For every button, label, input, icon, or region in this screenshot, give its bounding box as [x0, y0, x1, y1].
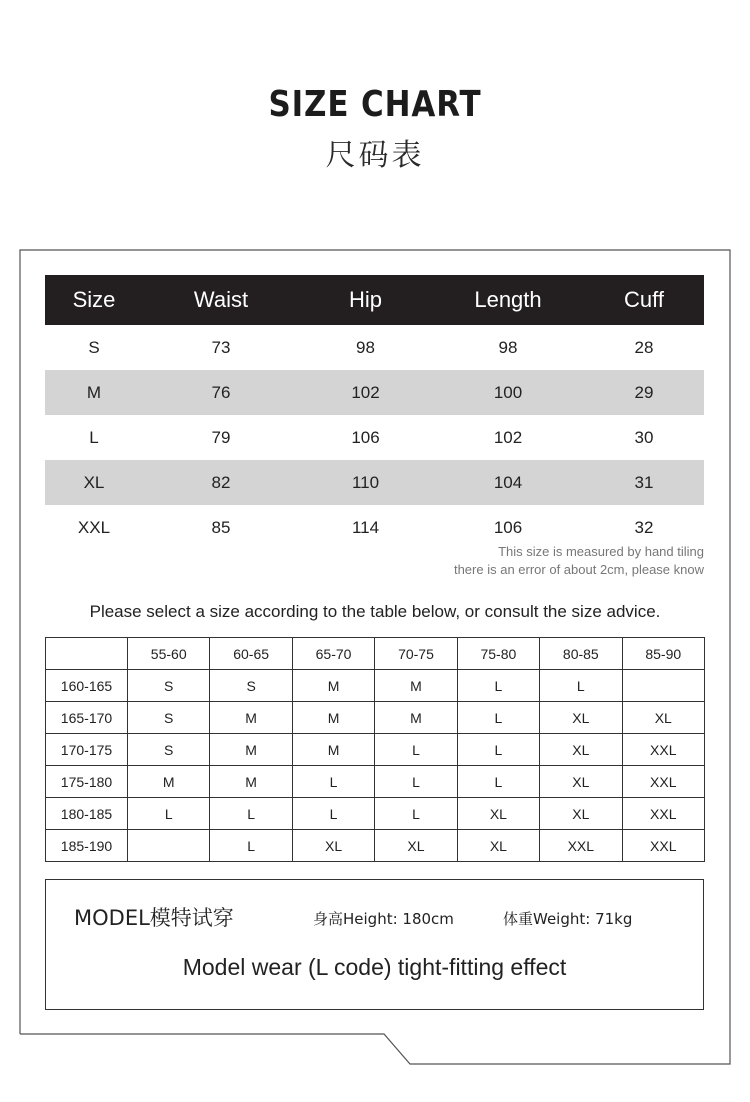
grid-cell: L — [457, 670, 539, 702]
grid-cell: XL — [540, 798, 622, 830]
model-weight: 体重Weight: 71kg — [503, 910, 633, 928]
page-title: SIZE CHART — [268, 84, 482, 125]
grid-cell: XL — [540, 734, 622, 766]
size-cell: XXL — [77, 517, 111, 537]
grid-cell: S — [128, 702, 210, 734]
grid-cell: S — [128, 734, 210, 766]
waist-cell: 76 — [211, 382, 231, 402]
grid-corner-cell — [46, 638, 128, 670]
grid-cell: XXL — [622, 734, 704, 766]
header-waist: Waist — [193, 287, 249, 312]
weight-header: 55-60 — [128, 638, 210, 670]
cuff-cell: 28 — [634, 337, 654, 357]
model-height: 身高Height: 180cm — [313, 910, 454, 928]
size-cell: M — [86, 382, 102, 402]
grid-cell: M — [292, 670, 374, 702]
grid-cell: M — [292, 734, 374, 766]
grid-row — [46, 766, 705, 798]
grid-cell: XL — [457, 830, 539, 862]
size-row-xl — [45, 460, 704, 505]
height-header: 170-175 — [46, 734, 128, 766]
grid-row — [46, 702, 705, 734]
grid-cell: S — [210, 670, 292, 702]
cuff-cell: 29 — [634, 382, 654, 402]
measurement-note: This size is measured by hand tiling — [498, 544, 704, 559]
grid-cell: L — [457, 702, 539, 734]
height-header: 180-185 — [46, 798, 128, 830]
model-label: MODEL模特试穿 — [74, 906, 234, 930]
size-cell: XL — [83, 472, 105, 492]
grid-cell: XL — [457, 798, 539, 830]
grid-cell: L — [540, 670, 622, 702]
error-note: there is an error of about 2cm, please know — [453, 562, 704, 577]
grid-cell: L — [292, 798, 374, 830]
grid-cell — [128, 830, 210, 862]
cuff-cell: 31 — [634, 472, 654, 492]
length-cell: 104 — [493, 472, 523, 492]
grid-cell: XL — [292, 830, 374, 862]
grid-cell: XL — [540, 766, 622, 798]
weight-header: 80-85 — [540, 638, 622, 670]
hip-cell: 102 — [351, 382, 380, 402]
size-row-s — [45, 325, 704, 370]
header-hip: Hip — [348, 287, 382, 312]
height-header: 175-180 — [46, 766, 128, 798]
grid-cell: S — [128, 670, 210, 702]
grid-cell: XXL — [622, 798, 704, 830]
size-cell: S — [88, 337, 100, 357]
grid-cell: XXL — [540, 830, 622, 862]
length-cell: 106 — [493, 517, 523, 537]
height-header: 160-165 — [46, 670, 128, 702]
hip-cell: 110 — [351, 472, 380, 492]
grid-cell: L — [210, 830, 292, 862]
size-row-m — [45, 370, 704, 415]
hip-cell: 114 — [351, 517, 380, 537]
grid-cell: L — [457, 766, 539, 798]
grid-cell — [622, 670, 704, 702]
header-cuff: Cuff — [624, 287, 664, 312]
grid-header-row — [46, 638, 705, 670]
length-cell: 102 — [493, 427, 523, 447]
grid-row — [46, 798, 705, 830]
grid-cell: XXL — [622, 766, 704, 798]
size-row-l — [45, 415, 704, 460]
waist-cell: 73 — [211, 337, 231, 357]
grid-row — [46, 830, 705, 862]
height-header: 185-190 — [46, 830, 128, 862]
grid-cell: M — [292, 702, 374, 734]
size-cell: L — [89, 427, 99, 447]
waist-cell: 82 — [211, 472, 231, 492]
length-cell: 98 — [498, 337, 518, 357]
cuff-cell: 32 — [634, 517, 654, 537]
cuff-cell: 30 — [634, 427, 654, 447]
instruction-text: Please select a size according to the table below, or consult the size advice. — [89, 602, 661, 621]
hip-cell: 98 — [356, 337, 375, 357]
grid-cell: L — [457, 734, 539, 766]
height-header: 165-170 — [46, 702, 128, 734]
grid-cell: M — [375, 702, 457, 734]
waist-cell: 85 — [211, 517, 231, 537]
grid-cell: XL — [540, 702, 622, 734]
hip-cell: 106 — [351, 427, 380, 447]
grid-row — [46, 670, 705, 702]
grid-cell: M — [210, 734, 292, 766]
length-cell: 100 — [493, 382, 523, 402]
weight-header: 65-70 — [292, 638, 374, 670]
grid-cell: L — [128, 798, 210, 830]
waist-cell: 79 — [211, 427, 231, 447]
grid-cell: L — [210, 798, 292, 830]
size-recommendation-grid — [45, 637, 705, 862]
grid-cell: XL — [375, 830, 457, 862]
grid-cell: L — [375, 798, 457, 830]
size-table — [45, 275, 704, 550]
weight-header: 85-90 — [622, 638, 704, 670]
header-length: Length — [474, 287, 542, 312]
model-info-box — [45, 879, 704, 1010]
page-subtitle: 尺码表 — [325, 138, 425, 173]
grid-row — [46, 734, 705, 766]
grid-cell: M — [210, 766, 292, 798]
grid-cell: M — [375, 670, 457, 702]
grid-cell: L — [292, 766, 374, 798]
grid-cell: L — [375, 734, 457, 766]
grid-cell: XL — [622, 702, 704, 734]
weight-header: 60-65 — [210, 638, 292, 670]
grid-cell: M — [128, 766, 210, 798]
weight-header: 70-75 — [375, 638, 457, 670]
weight-header: 75-80 — [457, 638, 539, 670]
grid-cell: XXL — [622, 830, 704, 862]
model-effect: Model wear (L code) tight-fitting effect — [182, 954, 567, 980]
size-table-header — [45, 275, 704, 325]
grid-cell: L — [375, 766, 457, 798]
header-size: Size — [72, 287, 116, 312]
grid-cell: M — [210, 702, 292, 734]
